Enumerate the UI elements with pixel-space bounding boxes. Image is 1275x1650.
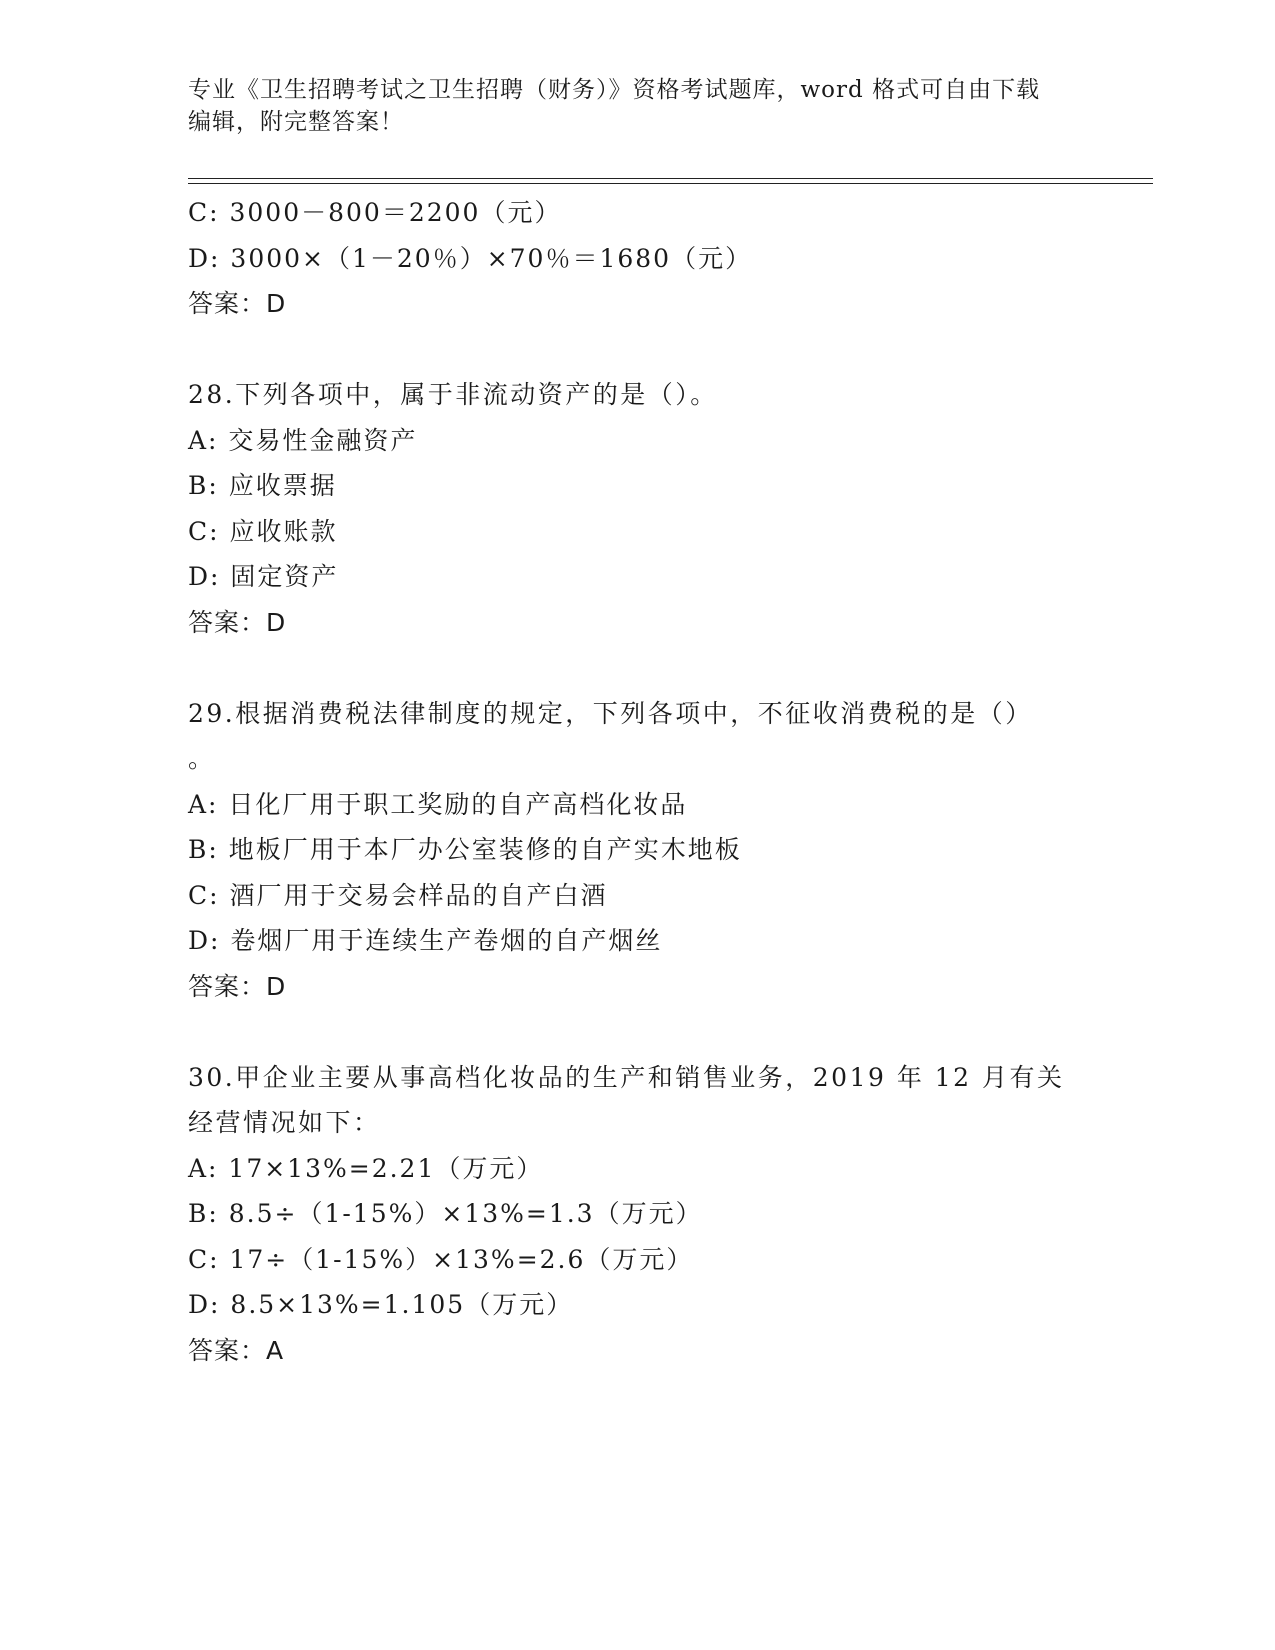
option-a: A: 日化厂用于职工奖励的自产高档化妆品: [188, 789, 688, 819]
document-header: [188, 74, 1068, 138]
option-d: D: 3000×（1－20％）×70％＝1680（元）: [188, 243, 753, 273]
option-b: B: 8.5÷（1-15%）×13%=1.3（万元）: [188, 1199, 703, 1228]
option-b: B: 地板厂用于本厂办公室装修的自产实木地板: [188, 835, 742, 864]
question-text-continued: 经营情况如下：: [188, 1108, 381, 1137]
option-b: B: 应收票据: [188, 471, 337, 500]
answer-line: 答案：D: [188, 289, 287, 318]
header-line-1: 专业《卫生招聘考试之卫生招聘（财务）》资格考试题库，word 格式可自由下载: [188, 77, 1041, 103]
option-c: C: 酒厂用于交易会样品的自产白酒: [188, 880, 608, 910]
header-divider-top: [188, 178, 1153, 179]
option-a: A: 交易性金融资产: [188, 425, 418, 455]
header-divider-bottom: [188, 183, 1153, 184]
question-30: [188, 1055, 1088, 1374]
answer-line: 答案：D: [188, 607, 287, 637]
option-a: A: 17×13%=2.21（万元）: [188, 1153, 544, 1183]
question-text-continued: 。: [188, 744, 216, 773]
question-29: [188, 691, 1088, 1010]
answer-line: 答案：A: [188, 1335, 285, 1365]
question-text: 30.甲企业主要从事高档化妆品的生产和销售业务，2019 年 12 月有关: [188, 1062, 1065, 1092]
option-d: D: 卷烟厂用于连续生产卷烟的自产烟丝: [188, 926, 663, 955]
answer-line: 答案：D: [188, 971, 287, 1001]
option-c: C: 应收账款: [188, 516, 338, 546]
header-line-2: 编辑，附完整答案！: [188, 109, 404, 135]
option-c: C: 17÷（1-15%）×13%=2.6（万元）: [188, 1244, 694, 1274]
option-d: D: 固定资产: [188, 562, 339, 591]
question-text: 28.下列各项中，属于非流动资产的是（）。: [188, 380, 718, 409]
question-list: [188, 190, 1088, 1373]
question-text: 29.根据消费税法律制度的规定，下列各项中，不征收消费税的是（）: [188, 698, 1033, 728]
prev-question-block: [188, 190, 1088, 327]
option-d: D: 8.5×13%=1.105（万元）: [188, 1290, 574, 1319]
option-c: C: 3000－800＝2200（元）: [188, 198, 562, 227]
question-28: [188, 372, 1088, 645]
